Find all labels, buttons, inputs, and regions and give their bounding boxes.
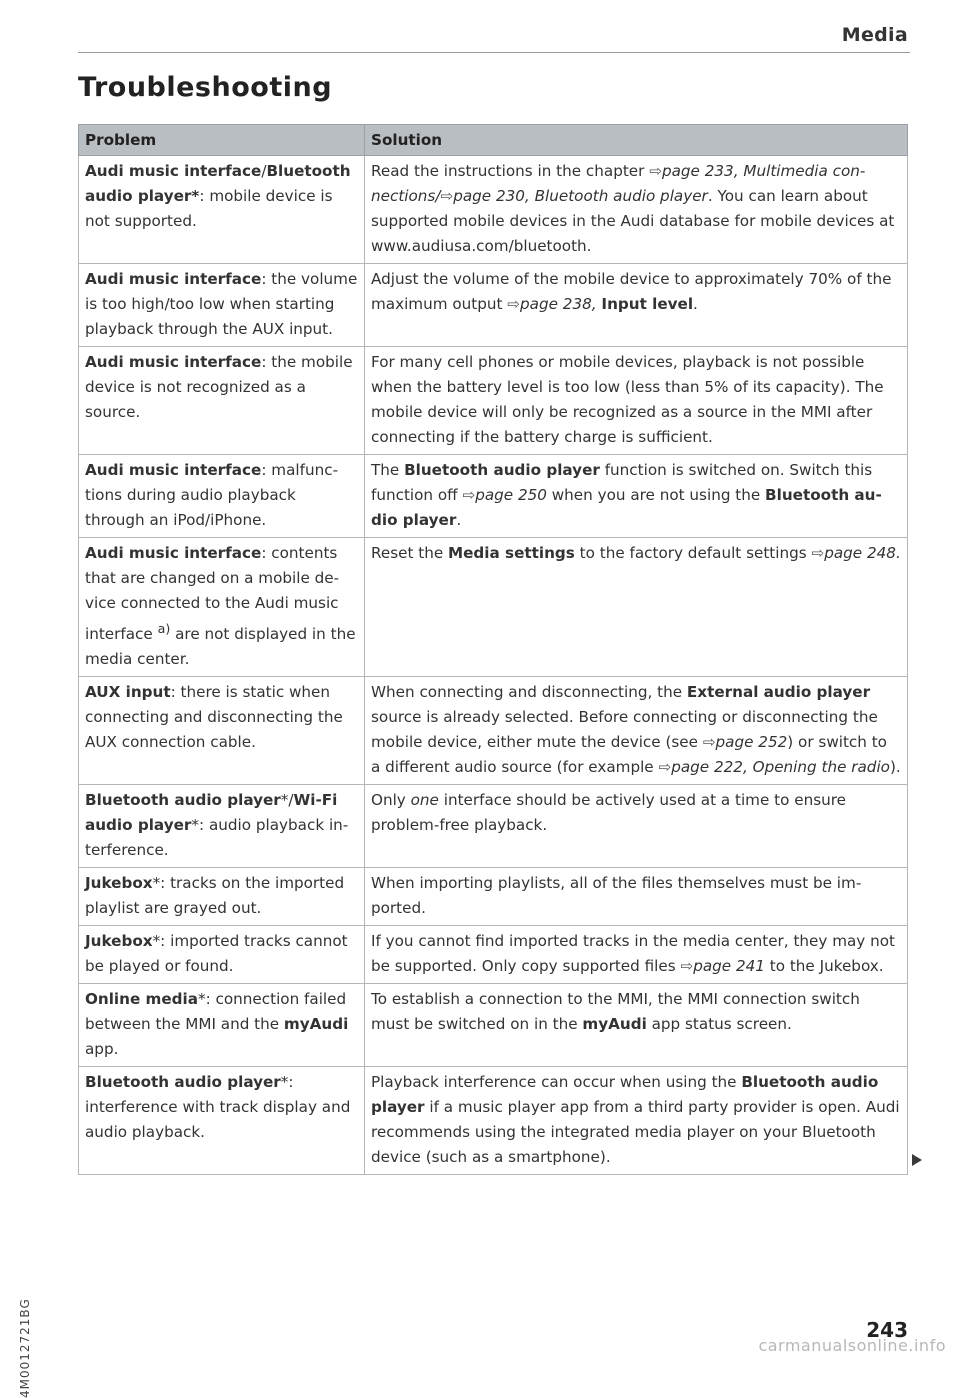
text-run: Media settings (448, 544, 575, 562)
text-run: : malfunctions during audio playback through an iPod/iPhone. (85, 461, 339, 529)
page-ref-arrow-icon: ⇨ (680, 957, 694, 976)
text-run: to the factory default settings (574, 544, 812, 562)
text-run: *: imported tracks cannot be played or found. (85, 932, 348, 976)
text-run: When connecting and disconnecting, the (371, 683, 687, 702)
text-run: Audi music interface (85, 353, 262, 371)
text-run: page 238, (520, 295, 602, 313)
problem-cell (79, 926, 365, 984)
solution-cell (365, 156, 908, 264)
solution-cell (365, 264, 908, 347)
text-run: The (371, 461, 405, 479)
text-run: page 250 (475, 486, 547, 504)
text-run: To establish a connection to the MMI, the MMI connection switch must be switched on in the (371, 990, 860, 1034)
solution-cell (365, 455, 908, 538)
problem-cell (79, 1067, 365, 1175)
text-run: Bluetooth audio player (85, 791, 281, 810)
page-ref-arrow-icon: ⇨ (811, 544, 825, 562)
page-ref-arrow-icon: ⇨ (658, 758, 672, 777)
page-ref-arrow-icon: ⇨ (702, 733, 716, 752)
problem-cell (79, 347, 365, 455)
text-run: ) or switch to a different audio source (for example (371, 733, 887, 777)
text-run: one (410, 791, 439, 810)
table-row (79, 156, 908, 264)
text-run: Bluetooth audio player (371, 486, 882, 529)
solution-cell (365, 785, 908, 868)
text-run: Only (371, 791, 411, 810)
page-title: Troubleshooting (78, 72, 333, 103)
text-run: when you are not using the (546, 486, 766, 504)
text-run: For many cell phones or mobile devices, playback is not possible when the battery level is too low (less than 5% of its capacity). The mobile device will only be recognized as a source in the MMI after connecting if the battery charge is sufficient. (371, 353, 884, 446)
text-run: External audio player (686, 683, 871, 702)
continue-arrow-icon (912, 1154, 922, 1166)
text-run: Audi music interface (85, 544, 262, 562)
problem-cell (79, 677, 365, 785)
table-row (79, 455, 908, 538)
troubleshooting-table (78, 124, 908, 1175)
text-run: Online media (85, 990, 198, 1009)
header-problem: Problem (79, 125, 365, 156)
text-run: Input level (601, 295, 694, 313)
page-ref-arrow-icon: ⇨ (649, 162, 662, 180)
text-run: Read the instructions in the chapter (371, 162, 650, 180)
text-run: a) (157, 621, 171, 636)
solution-cell (365, 984, 908, 1067)
text-run: page 230, Bluetooth audio player (453, 187, 708, 205)
text-run: Adjust the volume of the mobile device to approximately 70% of the maximum output (371, 270, 892, 313)
watermark: carmanualsonline.info (758, 1336, 946, 1355)
text-run: Playback interference can occur when using the (371, 1073, 742, 1092)
problem-cell (79, 868, 365, 926)
text-run: / (261, 162, 267, 180)
text-run: if a music player app from a third party provider is open. Audi recommends using the integrated media player on your Bluetooth device (such as a smartphone). (371, 1098, 900, 1167)
text-run: . (693, 295, 698, 313)
text-run: page 222, Opening the radio (671, 758, 890, 777)
text-run: Audi music interface (85, 270, 262, 288)
table-row (79, 785, 908, 868)
page-ref-arrow-icon: ⇨ (507, 295, 521, 313)
solution-cell (365, 538, 908, 677)
page-number: 243 (866, 1318, 908, 1342)
table-row (79, 538, 908, 677)
table-row (79, 677, 908, 785)
text-run: to the Jukebox. (764, 957, 884, 976)
problem-cell (79, 538, 365, 677)
solution-cell (365, 926, 908, 984)
table-row (79, 984, 908, 1067)
solution-cell (365, 677, 908, 785)
text-run: myAudi (582, 1015, 647, 1034)
text-run: page 241 (693, 957, 765, 976)
text-run: Bluetooth audio player (85, 1073, 281, 1092)
text-run: *: interference with track display and audio playback. (85, 1073, 351, 1142)
text-run: . (456, 511, 462, 529)
text-run: Audi music interface (85, 461, 262, 479)
text-run: When importing playlists, all of the files themselves must be imported. (371, 874, 862, 918)
table-row (79, 1067, 908, 1175)
text-run: function is switched on. Switch this function off (371, 461, 873, 504)
text-run: *: connection failed between the MMI and the (85, 990, 347, 1034)
text-run: page 248. (824, 544, 901, 562)
text-run: Bluetooth audio player (371, 1073, 879, 1117)
text-run: Reset the (371, 544, 449, 562)
text-run: : mobile device is not supported. (85, 187, 333, 230)
header-rule (78, 52, 910, 53)
text-run: are not displayed in the media center. (85, 625, 356, 669)
text-run: Wi-Fi audio player (85, 791, 338, 835)
problem-cell (79, 455, 365, 538)
problem-cell (79, 984, 365, 1067)
page-ref-arrow-icon: ⇨ (462, 486, 476, 504)
text-run: : there is static when connecting and disconnecting the AUX connection cable. (85, 683, 343, 752)
table-row (79, 868, 908, 926)
text-run: *: tracks on the imported playlist are grayed out. (85, 874, 345, 918)
header-solution: Solution (365, 125, 908, 156)
text-run: *: audio playback interference. (85, 816, 349, 860)
text-run: : the mobile device is not recognized as a source. (85, 353, 353, 421)
text-run: app. (85, 1040, 119, 1059)
text-run: interface should be actively used at a time to ensure problem-free playback. (371, 791, 846, 835)
solution-cell (365, 347, 908, 455)
text-run: Bluetooth audio player (85, 162, 351, 205)
text-run: * (191, 187, 200, 205)
table-row (79, 347, 908, 455)
text-run: . You can learn about supported mobile devices in the Audi database for mobile devices at www.audiusa.com/bluetooth. (371, 187, 895, 255)
text-run: Jukebox (85, 874, 153, 893)
problem-cell (79, 156, 365, 264)
text-run: page 252 (715, 733, 788, 752)
text-run: If you cannot find imported tracks in the media center, they may not be supported. Only copy supported files (371, 932, 895, 976)
text-run: Bluetooth audio player (404, 461, 600, 479)
text-run: ). (889, 758, 901, 777)
problem-cell (79, 785, 365, 868)
text-run: */ (280, 791, 294, 810)
text-run: Audi music interface (85, 162, 262, 180)
text-run: app status screen. (646, 1015, 792, 1034)
problem-cell (79, 264, 365, 347)
section-title: Media (841, 24, 908, 46)
solution-cell (365, 1067, 908, 1175)
text-run: source is already selected. Before connecting or disconnecting the mobile device, either mute the device (see (371, 708, 878, 752)
table-row (79, 264, 908, 347)
text-run: AUX input (85, 683, 171, 702)
text-run: Jukebox (85, 932, 153, 951)
document-code: 4M0012721BG (18, 1298, 32, 1398)
text-run: page 233, Multimedia connections/ (371, 162, 866, 205)
solution-cell (365, 868, 908, 926)
table-row (79, 926, 908, 984)
table-header-row (79, 125, 908, 156)
text-run: : the volume is too high/too low when starting playback through the AUX input. (85, 270, 358, 338)
page-ref-arrow-icon: ⇨ (440, 187, 454, 205)
text-run: myAudi (283, 1015, 349, 1034)
text-run: : contents that are changed on a mobile device connected to the Audi music interface (85, 544, 340, 644)
